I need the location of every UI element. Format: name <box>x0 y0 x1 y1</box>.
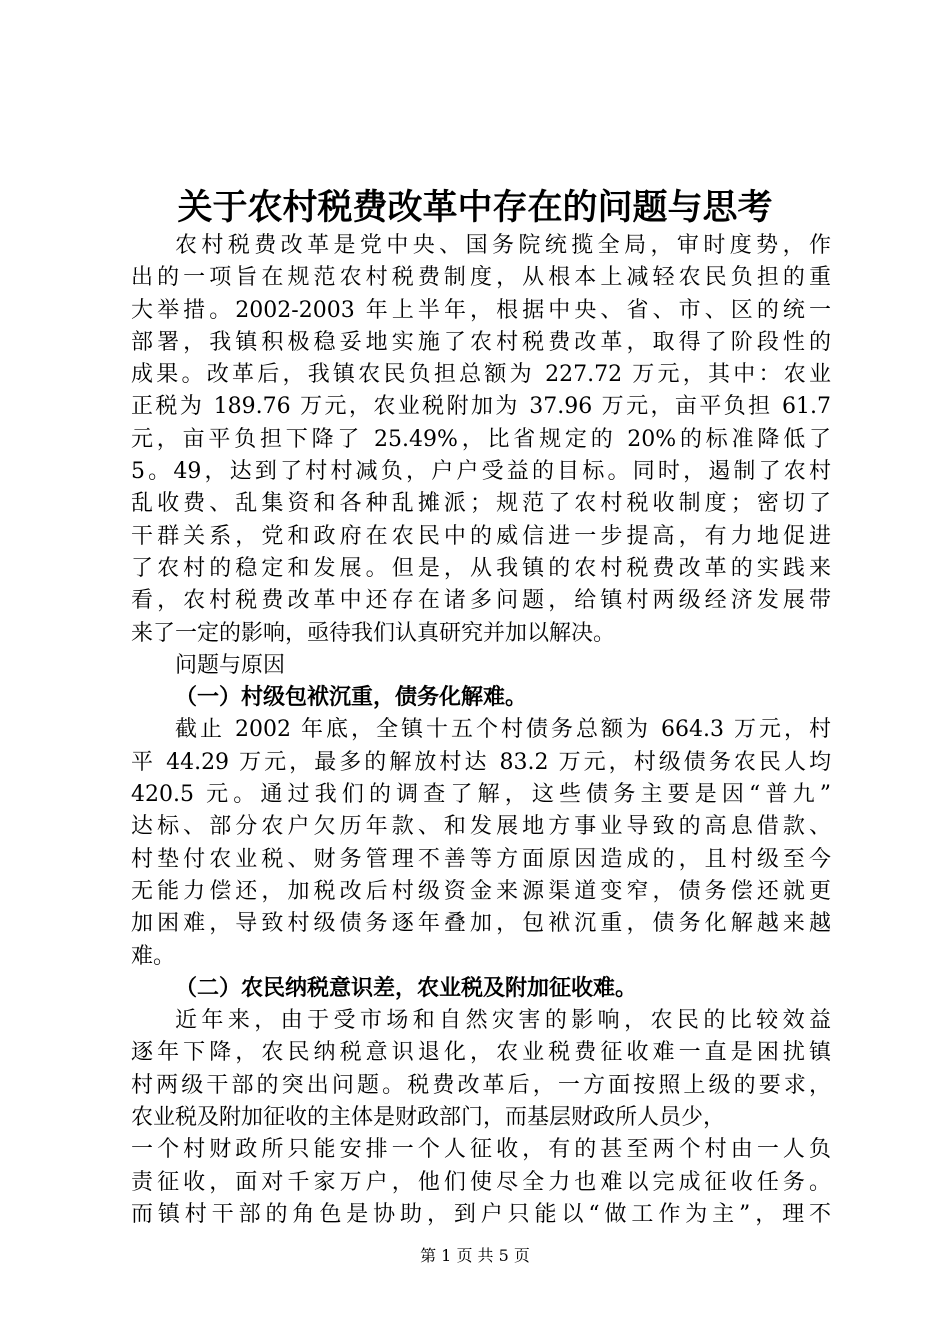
page-footer: 第 1 页 共 5 页 <box>420 1246 530 1265</box>
text-line: 责征收，面对千家万户，他们使尽全力也难以完成征收任务。 <box>131 1169 831 1195</box>
text-line: 近年来，由于受市场和自然灾害的影响，农民的比较效益 <box>175 1008 831 1034</box>
text-line: 来了一定的影响，亟待我们认真研究并加以解决。 <box>131 620 616 646</box>
section-heading: （二）农民纳税意识差，农业税及附加征收难。 <box>175 975 638 1001</box>
text-line: 部署，我镇积极稳妥地实施了农村税费改革，取得了阶段性的 <box>131 329 831 355</box>
section-heading: （一）村级包袱沉重，债务化解难。 <box>175 685 528 711</box>
text-line: 农业税及附加征收的主体是财政部门，而基层财政所人员少， <box>131 1105 726 1131</box>
document-body <box>131 230 831 1231</box>
text-line: 达标、部分农户欠历年款、和发展地方事业导致的高息借款、 <box>131 814 831 840</box>
text-line: 了农村的稳定和发展。但是，从我镇的农村税费改革的实践来 <box>131 555 831 581</box>
text-line: 截止 2002 年底，全镇十五个村债务总额为 664.3 万元，村 <box>175 717 831 743</box>
text-line: 元，亩平负担下降了 25.49%，比省规定的 20%的标准降低了 <box>131 426 831 452</box>
text-line: 干群关系，党和政府在农民中的威信进一步提高，有力地促进 <box>131 523 831 549</box>
text-line: 难。 <box>131 943 176 969</box>
text-line: 正税为 189.76 万元，农业税附加为 37.96 万元，亩平负担 61.7 <box>131 394 831 420</box>
text-line: 看，农村税费改革中还存在诸多问题，给镇村两级经济发展带 <box>131 588 831 614</box>
text-line: 农村税费改革是党中央、国务院统揽全局，审时度势，作 <box>175 233 831 258</box>
text-line: 无能力偿还，加税改后村级资金来源渠道变窄，债务偿还就更 <box>131 878 831 904</box>
text-line: 成果。改革后，我镇农民负担总额为 227.72 万元，其中：农业 <box>131 362 831 388</box>
text-line: 加困难，导致村级债务逐年叠加，包袱沉重，债务化解越来越 <box>131 911 831 937</box>
text-line: 村两级干部的突出问题。税费改革后，一方面按照上级的要求， <box>131 1072 831 1098</box>
text-line: 平 44.29 万元，最多的解放村达 83.2 万元，村级债务农民人均 <box>131 749 831 775</box>
text-line: 出的一项旨在规范农村税费制度，从根本上减轻农民负担的重 <box>131 265 831 291</box>
text-line: 5。49，达到了村村减负，户户受益的目标。同时，遏制了农村 <box>131 459 831 485</box>
text-line: 大举措。2002-2003 年上半年，根据中央、省、市、区的统一 <box>131 297 831 323</box>
text-line: 村垫付农业税、财务管理不善等方面原因造成的，且村级至今 <box>131 846 831 872</box>
document-title: 关于农村税费改革中存在的问题与思考 <box>177 187 773 228</box>
text-line: 一个村财政所只能安排一个人征收，有的甚至两个村由一人负 <box>131 1137 831 1163</box>
text-line: 逐年下降，农民纳税意识退化，农业税费征收难一直是困扰镇 <box>131 1040 831 1066</box>
text-line: 问题与原因 <box>175 652 286 678</box>
text-line: 乱收费、乱集资和各种乱摊派；规范了农村税收制度；密切了 <box>131 491 831 517</box>
text-line: 420.5 元。通过我们的调查了解，这些债务主要是因“普九” <box>131 782 831 808</box>
text-line: 而镇村干部的角色是协助，到户只能以“做工作为主”，理不 <box>131 1201 831 1227</box>
